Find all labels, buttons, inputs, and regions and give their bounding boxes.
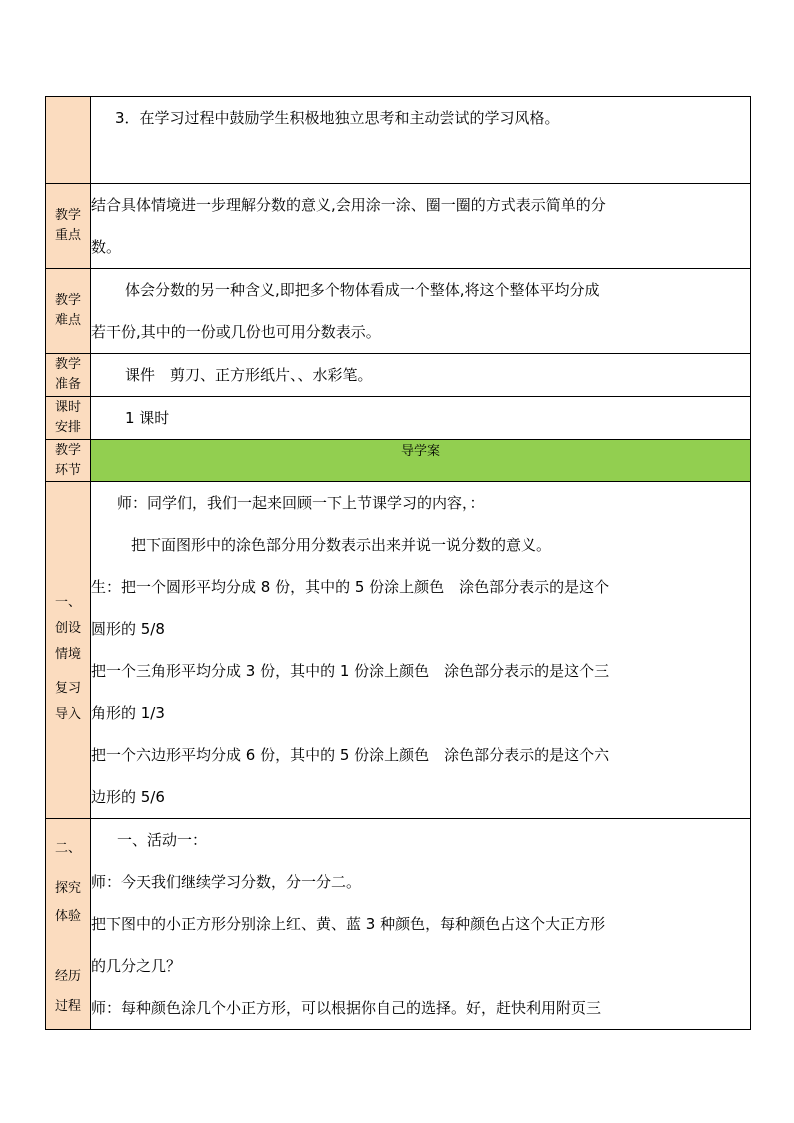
preparation-label-2: 准备 (54, 377, 81, 392)
schedule-cell (91, 397, 751, 440)
section-2-label-1: 二、 (54, 841, 81, 856)
section-1-line-8: 边形的 5/6 (91, 788, 165, 806)
preparation-text: 课件 剪刀、正方形纸片、、水彩笔。 (125, 366, 373, 384)
difficulties-label-2: 难点 (54, 313, 81, 328)
section-2-line-1: 一、活动一： (117, 831, 208, 849)
section-2-label-4: 经历 (54, 969, 81, 984)
row-section-1 (46, 482, 751, 819)
section-1-label-5: 导入 (54, 707, 81, 722)
section-2-line-3: 把下图中的小正方形分别涂上红、黄、蓝 3 种颜色，每种颜色占这个大正方形 (91, 915, 606, 933)
row-schedule (46, 397, 751, 440)
key-points-cell (91, 184, 751, 269)
section-2-cell (91, 819, 751, 1030)
key-points-label (46, 184, 91, 269)
key-points-label-1: 教学 (54, 208, 81, 223)
section-2-label-3: 体验 (54, 909, 81, 924)
section-1-label-1: 一、 (54, 595, 81, 610)
section-2-line-4: 的几分之几？ (91, 957, 182, 975)
schedule-label-1: 课时 (54, 400, 81, 415)
difficulties-cell (91, 269, 751, 354)
difficulties-label (46, 269, 91, 354)
row-section-2 (46, 819, 751, 1030)
key-points-label-2: 重点 (54, 228, 81, 243)
section-1-line-3: 生：把一个圆形平均分成 8 份，其中的 5 份涂上颜色 涂色部分表示的是这个 (91, 578, 610, 596)
difficulties-label-1: 教学 (54, 293, 81, 308)
difficulties-line-2: 若干份,其中的一份或几份也可用分数表示。 (91, 323, 381, 341)
section-1-line-5: 把一个三角形平均分成 3 份，其中的 1 份涂上颜色 涂色部分表示的是这个三 (91, 662, 610, 680)
section-1-line-4: 圆形的 5/8 (91, 620, 165, 638)
row-preparation (46, 354, 751, 397)
section-1-label-2: 创设 (54, 621, 81, 636)
section-2-label-5: 过程 (54, 999, 81, 1014)
schedule-text: 1 课时 (125, 409, 170, 427)
schedule-label-2: 安排 (54, 420, 81, 435)
section-1-line-1: 师：同学们，我们一起来回顾一下上节课学习的内容，： (117, 494, 485, 512)
section-1-line-2: 把下面图形中的涂色部分用分数表示出来并说一说分数的意义。 (131, 536, 552, 554)
stages-label-1: 教学 (54, 442, 81, 458)
guided-study-header: 导学案 (91, 440, 751, 482)
goal-3-cell (91, 97, 751, 184)
section-1-line-6: 角形的 1/3 (91, 704, 165, 722)
section-1-line-7: 把一个六边形平均分成 6 份，其中的 5 份涂上颜色 涂色部分表示的是这个六 (91, 746, 610, 764)
schedule-label (46, 397, 91, 440)
preparation-label (46, 354, 91, 397)
row-stages-header (46, 440, 751, 482)
section-2-line-2: 师：今天我们继续学习分数，分一分二。 (91, 873, 362, 891)
section-1-label-3: 情境 (54, 647, 81, 662)
section-1-label-4: 复习 (54, 681, 81, 696)
lesson-plan-table (45, 96, 751, 1030)
preparation-label-1: 教学 (54, 357, 81, 372)
section-2-line-5: 师：每种颜色涂几个小正方形，可以根据你自己的选择。好，赶快利用附页三 (91, 999, 602, 1017)
stages-label (46, 440, 91, 482)
section-2-label-2: 探究 (54, 881, 81, 896)
section-1-label (46, 482, 91, 819)
row-goal-3 (46, 97, 751, 184)
section-1-cell (91, 482, 751, 819)
preparation-cell (91, 354, 751, 397)
section-2-label (46, 819, 91, 1030)
key-points-line-2: 数。 (91, 238, 122, 256)
goal-3-text: 3．在学习过程中鼓励学生积极地独立思考和主动尝试的学习风格。 (115, 109, 560, 127)
difficulties-line-1: 体会分数的另一种含义,即把多个物体看成一个整体,将这个整体平均分成 (125, 281, 600, 299)
key-points-line-1: 结合具体情境进一步理解分数的意义,会用涂一涂、圈一圈的方式表示简单的分 (91, 196, 606, 214)
row-difficulties (46, 269, 751, 354)
row-key-points (46, 184, 751, 269)
label-cell-empty (46, 97, 91, 184)
stages-label-2: 环节 (54, 462, 81, 478)
